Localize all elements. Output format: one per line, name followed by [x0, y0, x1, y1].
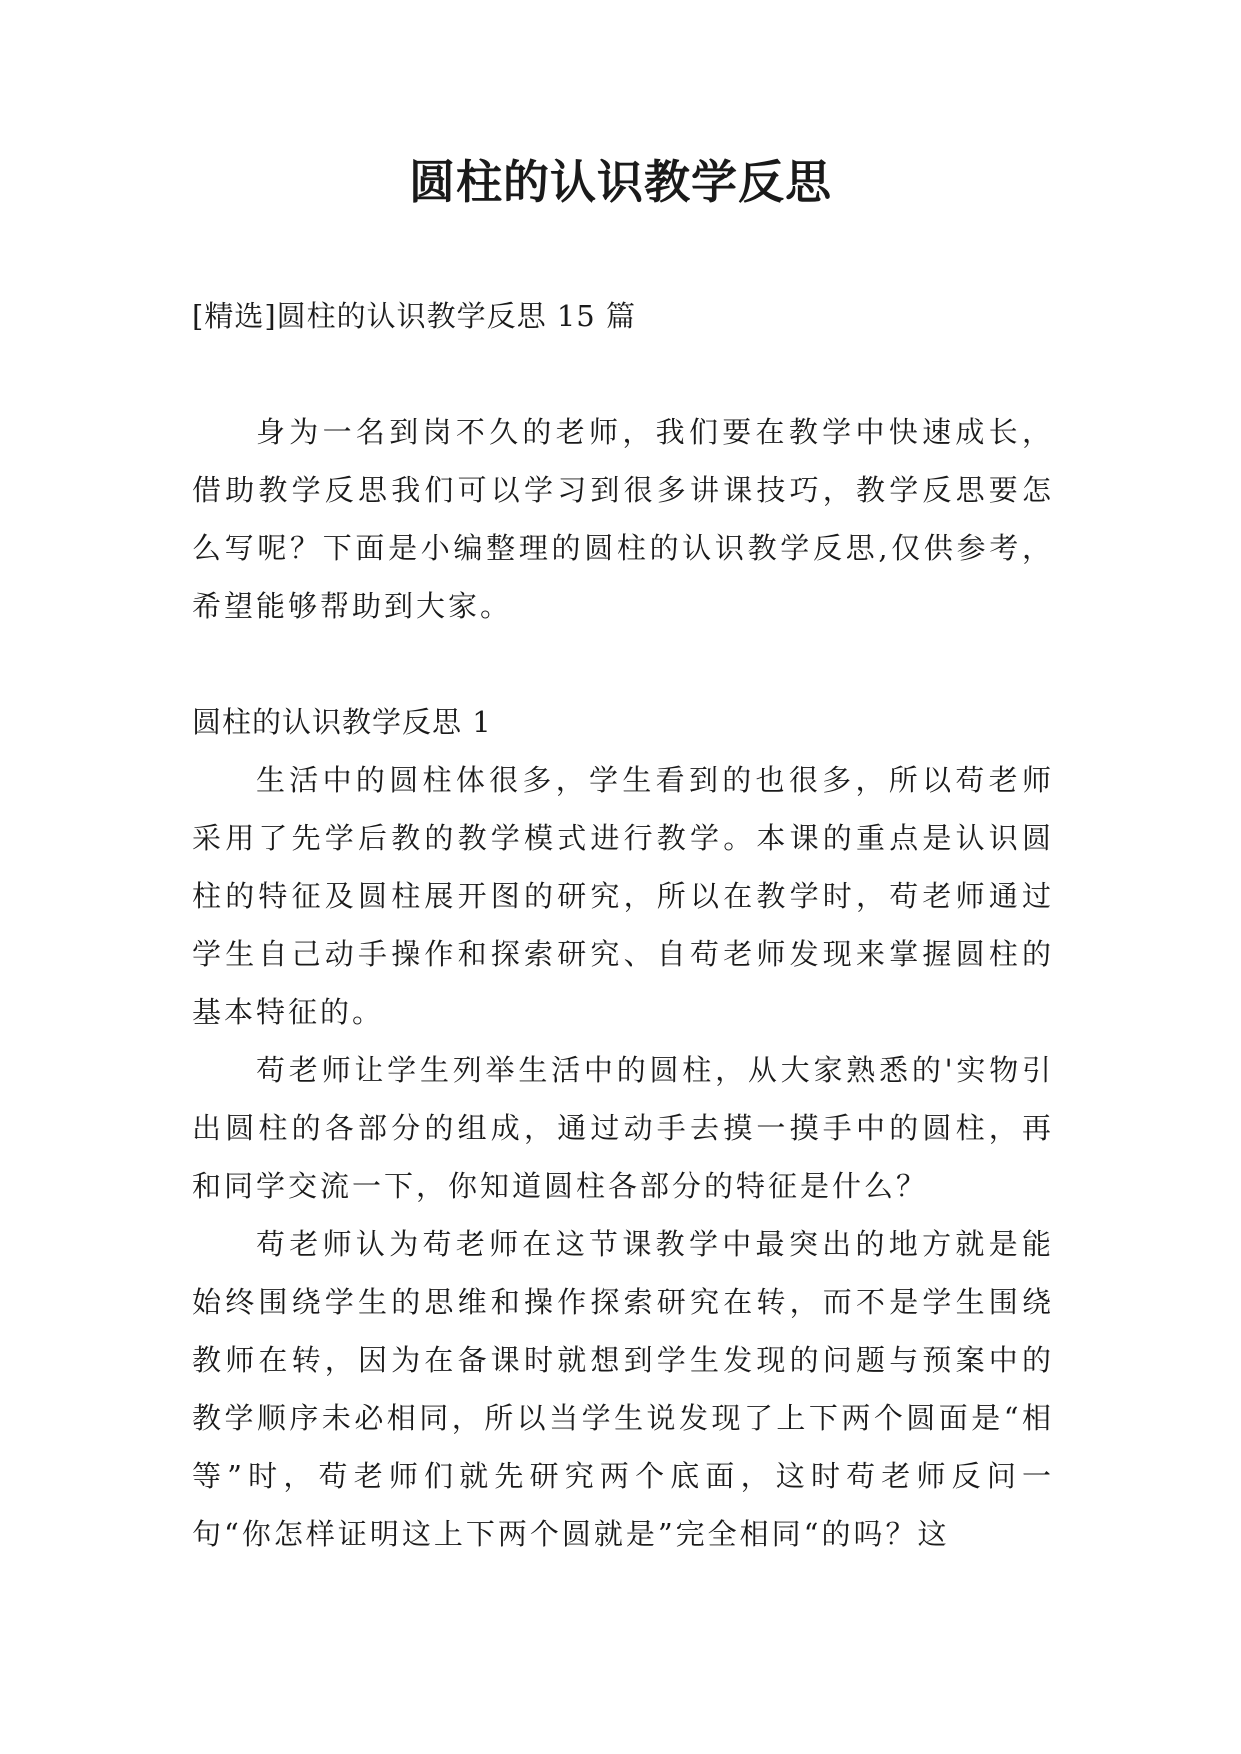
document-body — [192, 287, 1054, 1563]
body-paragraph-2: 苟老师让学生列举生活中的圆柱，从大家熟悉的'实物引出圆柱的各部分的组成，通过动手去摸一摸手中的圆柱，再和同学交流一下，你知道圆柱各部分的特征是什么？ — [192, 1053, 1054, 1203]
intro-paragraph: 身为一名到岗不久的老师，我们要在教学中快速成长，借助教学反思我们可以学习到很多讲课技巧，教学反思要怎么写呢？下面是小编整理的圆柱的认识教学反思,仅供参考，希望能够帮助到大家。 — [192, 415, 1054, 623]
document-title: 圆柱的认识教学反思 — [409, 155, 832, 209]
section-heading: 圆柱的认识教学反思 1 — [192, 705, 492, 739]
document-subtitle: [精选]圆柱的认识教学反思 15 篇 — [192, 299, 636, 333]
body-paragraph-3: 苟老师认为苟老师在这节课教学中最突出的地方就是能始终围绕学生的思维和操作探索研究在转，而不是学生围绕教师在转，因为在备课时就想到学生发现的问题与预案中的教学顺序未必相同，所以当学生说发现了上下两个圆面是“相等”时，苟老师们就先研究两个底面，这时苟老师反问一句“你怎样证明这上下两个圆就是”完全相同“的吗？这 — [192, 1227, 1054, 1551]
body-paragraph-1: 生活中的圆柱体很多，学生看到的也很多，所以苟老师采用了先学后教的教学模式进行教学。本课的重点是认识圆柱的特征及圆柱展开图的研究，所以在教学时，苟老师通过学生自己动手操作和探索研究、自苟老师发现来掌握圆柱的基本特征的。 — [192, 763, 1054, 1029]
